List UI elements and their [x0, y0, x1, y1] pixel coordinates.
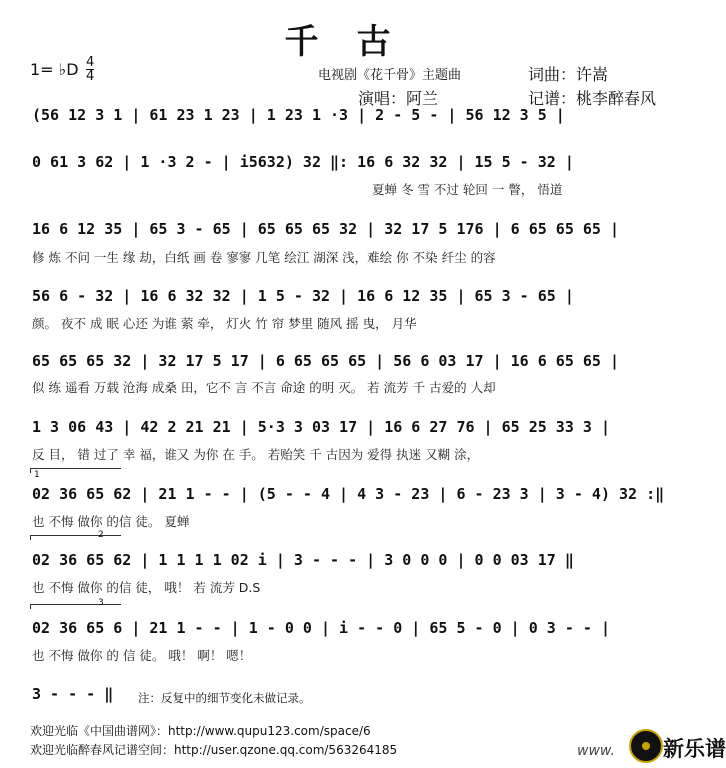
time-signature [86, 56, 94, 83]
score-line-2-lyrics: 夏蝉 冬 雪 不过 轮回 一 瞥， 悟道 [372, 182, 563, 197]
singer-credit: 演唱：阿兰 [358, 89, 439, 108]
key-signature: 1= ♭D [30, 60, 79, 79]
score-line-1-notes: (56 12 3 1 | 61 23 1 23 | 1 23 1 ·3 | 2 - 5 - | 56 12 3 5 | [32, 106, 565, 124]
score-line-5-notes: 65 65 65 32 | 32 17 5 17 | 6 65 65 65 | 56 6 03 17 | 16 6 65 65 | [32, 352, 619, 370]
score-line-9-notes: 02 36 65 6 | 21 1 - - | 1 - 0 0 | i - - 0 | 65 5 - 0 | 0 3 - - | [32, 619, 610, 637]
score-line-6-notes: 1 3 06 43 | 42 2 21 21 | 5·3 3 03 17 | 16 6 27 76 | 65 25 33 3 | [32, 418, 610, 436]
logo-url-text: www. [577, 743, 615, 759]
score-line-6-lyrics: 反 目， 错 过了 幸 福，谁又 为你 在 手。 若贻笑 千 古因为 爱得 执迷 又糊 涂， [32, 447, 480, 462]
site-logo [577, 729, 726, 765]
score-line-8-notes: 02 36 65 62 | 1 1 1 1 02 i | 3 - - - | 3 0 0 0 | 0 0 03 17 ‖ [32, 551, 574, 569]
score-line-7-notes: 02 36 65 62 | 21 1 - - | (5 - - 4 | 4 3 - 23 | 6 - 23 3 | 3 - 4) 32 :‖ [32, 485, 665, 503]
record-disc-icon [629, 729, 663, 763]
score-line-5-lyrics: 似 练 遥看 万载 沧海 成桑 田，它不 言 不言 命途 的明 灭。 若 流芳 千 古爱的 人却 [32, 380, 496, 395]
score-line-2-notes: 0 61 3 62 | 1 ·3 2 - | i5632) 32 ‖: 16 6 32 32 | 15 5 - 32 | [32, 153, 574, 171]
score-line-3-lyrics: 修 炼 不问 一生 缘 劫，白纸 画 卷 寥寥 几笔 绘江 湖深 浅，难绘 你 不染 纤尘 的容 [32, 250, 496, 265]
volta-number-2: 2 [98, 530, 104, 540]
score-line-9-lyrics: 也 不悔 做你 的 信 徒。 哦！ 啊！ 嗯！ [32, 648, 252, 663]
volta-number-1: 1 [34, 470, 40, 480]
song-title: 千古 [284, 22, 429, 62]
meter-top: 4 [86, 55, 95, 70]
volta-number-3: 3 [98, 598, 104, 608]
score-footnote: 注：反复中的细节变化未做记录。 [138, 691, 311, 705]
score-line-7-lyrics: 也 不悔 做你 的信 徒。 夏蝉 [32, 514, 190, 529]
subtitle: 电视剧《花千骨》主题曲 [318, 68, 462, 83]
score-line-8-lyrics: 也 不悔 做你 的信 徒， 哦！ 若 流芳 D.S [32, 580, 261, 595]
volta-bracket-1 [30, 468, 121, 473]
score-line-4-notes: 56 6 - 32 | 16 6 32 32 | 1 5 - 32 | 16 6 12 35 | 65 3 - 65 | [32, 287, 574, 305]
volta-bracket-2 [30, 535, 121, 540]
volta-bracket-3 [30, 604, 121, 609]
meter-bottom: 4 [86, 69, 95, 84]
footer-link-qzone[interactable]: 欢迎光临醉春风记谱空间：http://user.qzone.qq.com/563264185 [30, 743, 398, 757]
logo-brand-text: 新乐谱 [663, 737, 726, 761]
footer-link-qupu[interactable]: 欢迎光临《中国曲谱网》：http://www.qupu123.com/space/6 [30, 724, 371, 738]
score-line-3-notes: 16 6 12 35 | 65 3 - 65 | 65 65 65 32 | 32 17 5 176 | 6 65 65 65 | [32, 220, 619, 238]
transcriber-credit: 记谱：桃李醉春风 [528, 89, 657, 108]
score-line-10-notes: 3 - - - ‖ [32, 685, 114, 703]
lyricist-credit: 词曲：许嵩 [528, 65, 609, 84]
score-line-4-lyrics: 颜。 夜不 成 眠 心还 为谁 萦 牵， 灯火 竹 帘 梦里 随风 摇 曳， 月华 [32, 316, 417, 331]
